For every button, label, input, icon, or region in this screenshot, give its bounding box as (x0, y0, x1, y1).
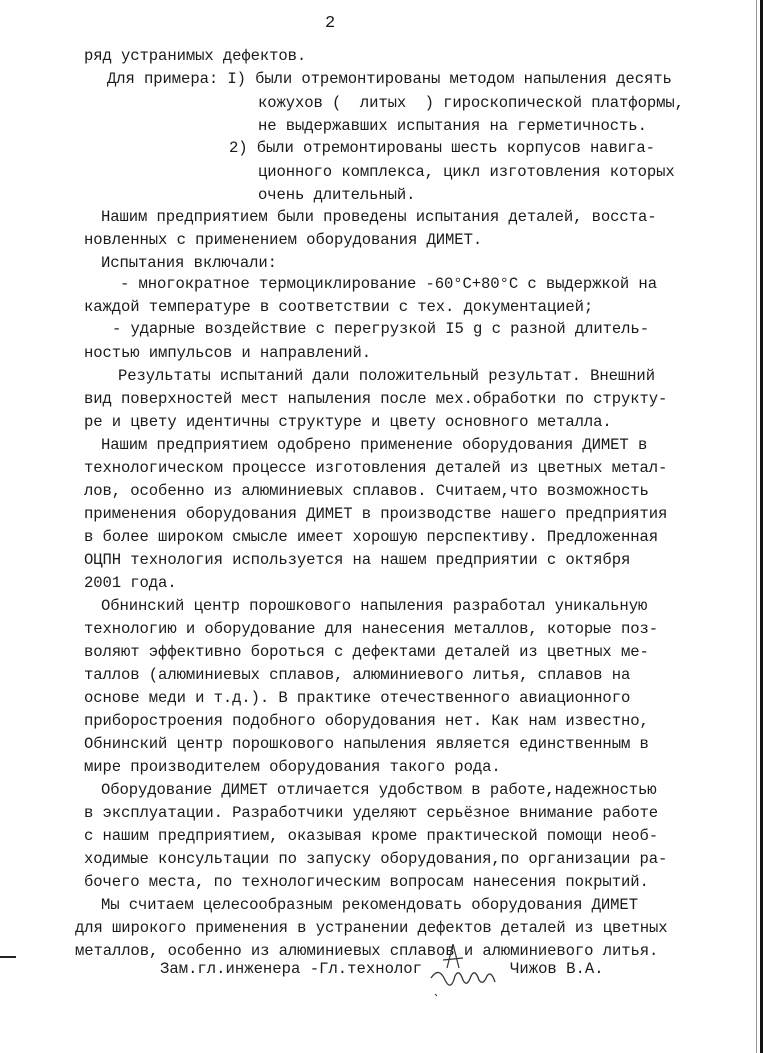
text-line: Обнинский центр порошкового напыления является единственным в (84, 735, 649, 753)
text-line: применения оборудования ДИМЕТ в производстве нашего предприятия (84, 505, 668, 523)
text-line: ре и цвету идентичны структуре и цвету основного металла. (84, 413, 612, 431)
text-line: воляют эффективно бороться с дефектами деталей из цветных ме- (84, 643, 649, 661)
handwritten-signature (425, 938, 505, 998)
text-line: Оборудование ДИМЕТ отличается удобством в работе,надежностью (101, 781, 657, 799)
text-line: - ударные воздействие с перегрузкой I5 g с разной длитель- (112, 320, 649, 338)
text-line: 2001 года. (84, 574, 177, 592)
text-line: каждой температуре в соответствии с тех. документацией; (84, 298, 594, 316)
text-line: ционного комплекса, цикл изготовления которых (258, 163, 675, 181)
text-line: Обнинский центр порошкового напыления разработал уникальную (101, 597, 648, 615)
text-line: Для примера: I) были отремонтированы методом напыления десять (107, 70, 672, 88)
text-line: ряд устранимых дефектов. (84, 47, 307, 65)
text-line: Результаты испытаний дали положительный результат. Внешний (118, 367, 655, 385)
text-line: приборостроения подобного оборудования нет. Как нам известно, (84, 712, 649, 730)
text-line: в эксплуатации. Разработчики уделяют серьёзное внимание работе (84, 804, 658, 822)
text-line: ОЦПН технология используется на нашем предприятии с октября (84, 551, 631, 569)
text-line: для широкого применения в устранении дефектов деталей из цветных (75, 919, 668, 937)
text-line: - многократное термоциклирование -60°С+80°С с выдержкой на (120, 275, 657, 293)
text-line: лов, особенно из алюминиевых сплавов. Считаем,что возможность (84, 482, 649, 500)
text-line: ностью импульсов и направлений. (84, 344, 371, 362)
text-line: с нашим предприятием, оказывая кроме практической помощи необ- (84, 827, 658, 845)
text-line: очень длительный. (258, 186, 416, 204)
text-line: вид поверхностей мест напыления после мех.обработки по структу- (84, 390, 668, 408)
text-line: Мы считаем целесообразным рекомендовать оборудования ДИМЕТ (101, 896, 638, 914)
signature-name: Чижов В.А. (510, 960, 604, 978)
text-line: Испытания включали: (101, 254, 277, 272)
text-line: ходимые консультации по запуску оборудования,по организации ра- (84, 850, 668, 868)
scan-edge-right-inner (756, 0, 757, 1053)
signature-position: Зам.гл.инженера -Гл.технолог (160, 960, 423, 978)
text-line: Нашим предприятием были проведены испытания деталей, восста- (101, 208, 657, 226)
text-line: не выдержавших испытания на герметичность. (258, 117, 647, 135)
text-line: бочего места, по технологическим вопросам нанесения покрытий. (84, 873, 649, 891)
text-line: мире производителем оборудования такого рода. (84, 758, 501, 776)
text-line: в более широком смысле имеет хорошую перспективу. Предложенная (84, 528, 658, 546)
scan-mark-left (0, 956, 16, 958)
page-number: 2 (325, 14, 336, 33)
text-line: технологию и оборудование для нанесения металлов, которые поз- (84, 620, 658, 638)
text-line: новленных с применением оборудования ДИМЕТ. (84, 231, 483, 249)
text-line: Нашим предприятием одобрено применение оборудования ДИМЕТ в (101, 436, 648, 454)
text-line: таллов (алюминиевых сплавов, алюминиевого литья, сплавов на (84, 666, 631, 684)
text-line: основе меди и т.д.). В практике отечественного авиационного (84, 689, 631, 707)
text-line: металлов, особенно из алюминиевых сплавов и алюминиевого литья. (75, 942, 659, 960)
text-line: 2) были отремонтированы шесть корпусов навига- (229, 139, 655, 157)
text-line: технологическом процессе изготовления деталей из цветных метал- (84, 459, 668, 477)
text-line: кожухов ( литых ) гироскопической платформы, (258, 94, 684, 112)
